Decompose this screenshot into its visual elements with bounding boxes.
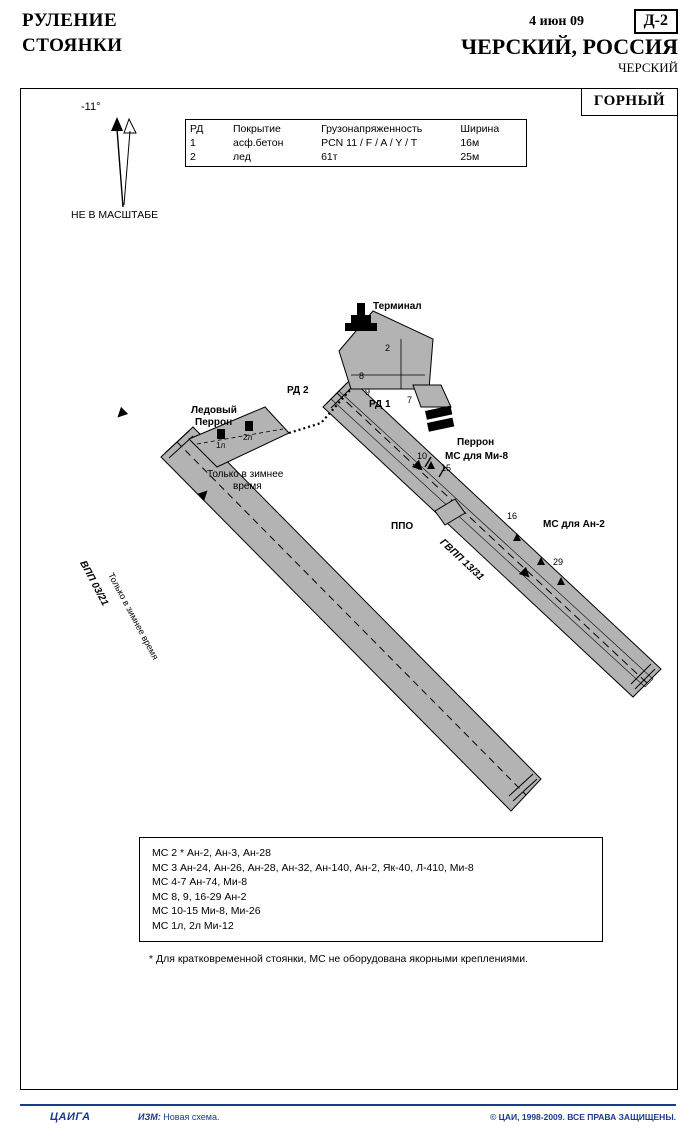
airport-city-country: ЧЕРСКИЙ, РОССИЯ <box>460 34 678 59</box>
stand-label-10: 10 <box>417 451 428 461</box>
stand-label-1l: 1л <box>216 441 226 450</box>
copyright-notice: © ЦАИ, 1998-2009. ВСЕ ПРАВА ЗАЩИЩЕНЫ. <box>490 1112 676 1122</box>
ice-apron-label-2: Перрон <box>195 417 233 428</box>
magnetic-declination-label: -11° <box>81 101 101 113</box>
cell-rd: 2 <box>190 151 196 163</box>
taxiway-1-label: РД 1 <box>369 399 391 410</box>
cell-width: 25м <box>460 151 480 163</box>
cell-rd: 1 <box>190 137 196 149</box>
stand-label-29: 29 <box>553 557 564 567</box>
ppo-label: ППО <box>391 521 414 532</box>
stands-legend-box <box>139 837 603 942</box>
revision-label: ИЗМ: <box>138 1112 161 1122</box>
legend-line: МС 4-7 Ан-74, Ми-8 <box>152 876 248 888</box>
airport-name: ЧЕРСКИЙ <box>618 60 678 75</box>
cell-strength: PCN 11 / F / A / Y / T <box>321 137 418 149</box>
cell-width: 16м <box>460 137 480 149</box>
chart-date: 4 июн 09 <box>529 14 584 29</box>
page-header <box>0 0 696 80</box>
page-title-line1: РУЛЕНИЕ <box>22 10 118 31</box>
col-header-strength: Грузонапряженность <box>321 123 423 135</box>
legend-line: МС 3 Ан-24, Ан-26, Ан-28, Ан-32, Ан-140, Ан-2, Як-40, Л-410, Ми-8 <box>152 861 474 874</box>
chart-index-code: Д-2 <box>634 9 678 34</box>
winter-only-label-1: Только в зимнее <box>207 469 284 480</box>
col-header-rd: РД <box>190 123 204 135</box>
cell-strength: 61т <box>321 151 338 163</box>
cell-surface: асф.бетон <box>233 137 284 149</box>
footer-rule <box>20 1104 676 1106</box>
stand-label-2l: 2л <box>243 433 253 442</box>
runway-03-21-label: ВПП 03/21 <box>77 559 111 608</box>
legend-line: МС 10-15 Ми-8, Ми-26 <box>152 905 261 917</box>
col-header-width: Ширина <box>460 123 500 135</box>
col-header-surface: Покрытие <box>233 123 281 135</box>
chart-frame <box>20 88 678 1090</box>
page-title-line2: СТОЯНКИ <box>22 35 123 56</box>
page-title <box>22 8 123 58</box>
mi8-apron <box>413 385 454 432</box>
not-to-scale-label: НЕ В МАСШТАБЕ <box>71 209 159 221</box>
publisher-logo: ЦАИГА <box>50 1111 91 1123</box>
legend-footnote: * Для кратковременной стоянки, МС не оборудована якорными креплениями. <box>149 953 528 965</box>
apron-mi8-label: МС для Ми-8 <box>445 451 509 462</box>
winter-only-runway-label: Только в зимнее время <box>106 571 161 662</box>
runway-13-31-label: ГВПП 13/31 <box>437 537 486 583</box>
mountain-airport-badge: ГОРНЫЙ <box>581 89 677 116</box>
ice-apron-label-1: Ледовый <box>191 405 237 416</box>
stand-label-9: 9 <box>365 387 371 397</box>
runway-03-21 <box>114 407 541 811</box>
stand-label-2: 2 <box>385 343 391 353</box>
stand-label-7: 7 <box>407 395 413 405</box>
stand-label-16: 16 <box>507 511 518 521</box>
cell-surface: лед <box>233 151 251 163</box>
terminal-label: Терминал <box>373 301 422 312</box>
taxiway-2-label: РД 2 <box>287 385 309 396</box>
stand-label-8: 8 <box>359 371 365 381</box>
revision-text: Новая схема. <box>163 1112 220 1122</box>
revision-note <box>138 1112 219 1122</box>
apron-label: Перрон <box>457 437 495 448</box>
winter-only-label-2: время <box>233 481 262 492</box>
stand-label-15: 15 <box>441 463 452 473</box>
legend-line: МС 2 * Ан-2, Ан-3, Ан-28 <box>152 847 271 859</box>
stands-an2-label: МС для Ан-2 <box>543 519 605 530</box>
legend-line: МС 1л, 2л Ми-12 <box>152 919 234 932</box>
legend-line: МС 8, 9, 16-29 Ан-2 <box>152 890 247 903</box>
